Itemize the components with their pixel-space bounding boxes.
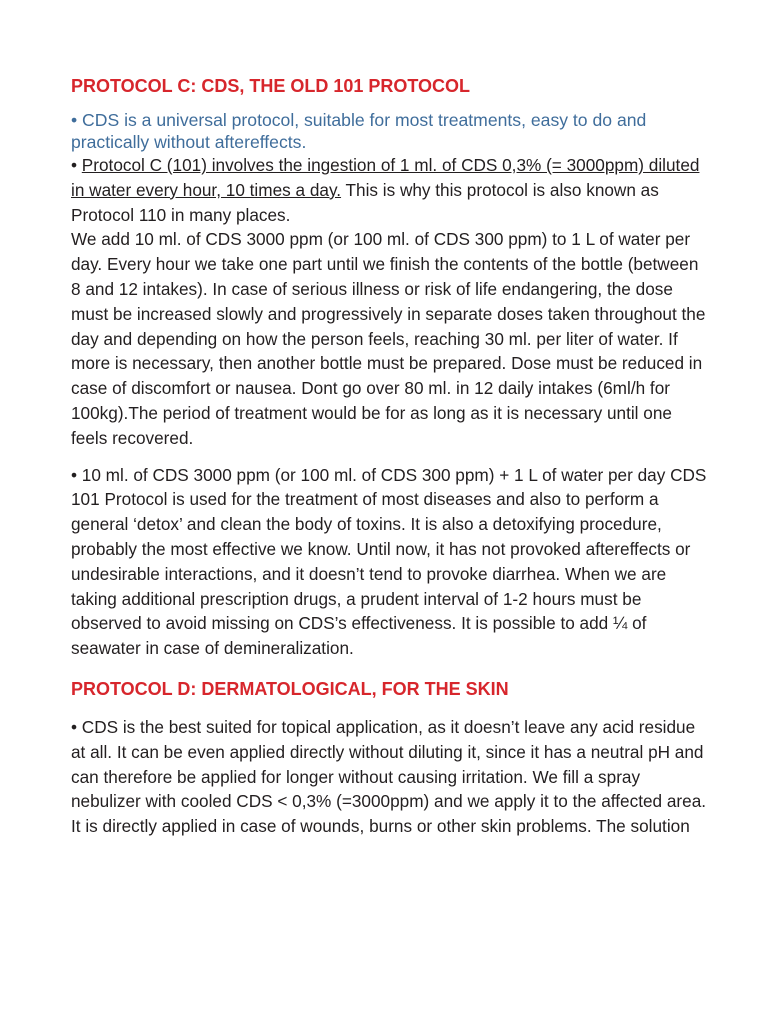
protocol-c-paragraph-2: • 10 ml. of CDS 3000 ppm (or 100 ml. of CDS 300 ppm) + 1 L of water per day CDS 101 Protocol is used for the treatment of most diseases and also to perform a general ‘detox’ and clean the body of toxins. It is also a detoxifying procedure, probably the most effective we know. Until now, it has not provoked aftereffects or undesirable interactions, and it doesn’t tend to provoke diarrhea. When we are taking additional prescription drugs, a prudent interval of 1-2 hours must be observed to avoid missing on CDS’s effectiveness. It is possible to add ¼ of seawater in case of demineralization. <box>71 464 707 659</box>
document-page <box>71 70 711 839</box>
protocol-d-heading: PROTOCOL D: DERMATOLOGICAL, FOR THE SKIN <box>71 678 509 699</box>
protocol-c-summary-tail: This is why this protocol is also known as Protocol 110 in many places. <box>71 179 659 225</box>
protocol-c-summary <box>71 153 711 227</box>
protocol-c-intro: • CDS is a universal protocol, suitable for most treatments, easy to do and practically without aftereffects. <box>71 110 647 152</box>
protocol-c-paragraph-1: We add 10 ml. of CDS 3000 ppm (or 100 ml. of CDS 300 ppm) to 1 L of water per day. Every hour we take one part until we finish the contents of the bottle (between 8 and 12 intakes). In case of serious illness or risk of life endangering, the dose must be increased slowly and progressively in separate doses taken throughout the day and depending on how the person feels, reaching 30 ml. per liter of water. If more is necessary, then another bottle must be prepared. Dose must be reduced in case of discomfort or nausea. Dont go over 80 ml. in 12 daily intakes (6ml/h for 100kg).The period of treatment would be for as long as it is necessary until one feels recovered. <box>71 229 706 448</box>
protocol-d-paragraph-1: • CDS is the best suited for topical application, as it doesn’t leave any acid residue at all. It can be even applied directly without diluting it, since it has a neutral pH and can therefore be applied for longer without causing irritation. We fill a spray nebulizer with cooled CDS < 0,3% (=3000ppm) and we apply it to the affected area. It is directly applied in case of wounds, burns or other skin problems. The solution <box>71 716 707 837</box>
protocol-c-heading: PROTOCOL C: CDS, THE OLD 101 PROTOCOL <box>71 76 471 96</box>
protocol-c-dosage-underlined: Protocol C (101) involves the ingestion of 1 ml. of CDS 0,3% (= 3000ppm) diluted in water every hour, 10 times a day. <box>71 155 700 200</box>
bullet: • <box>71 155 82 175</box>
